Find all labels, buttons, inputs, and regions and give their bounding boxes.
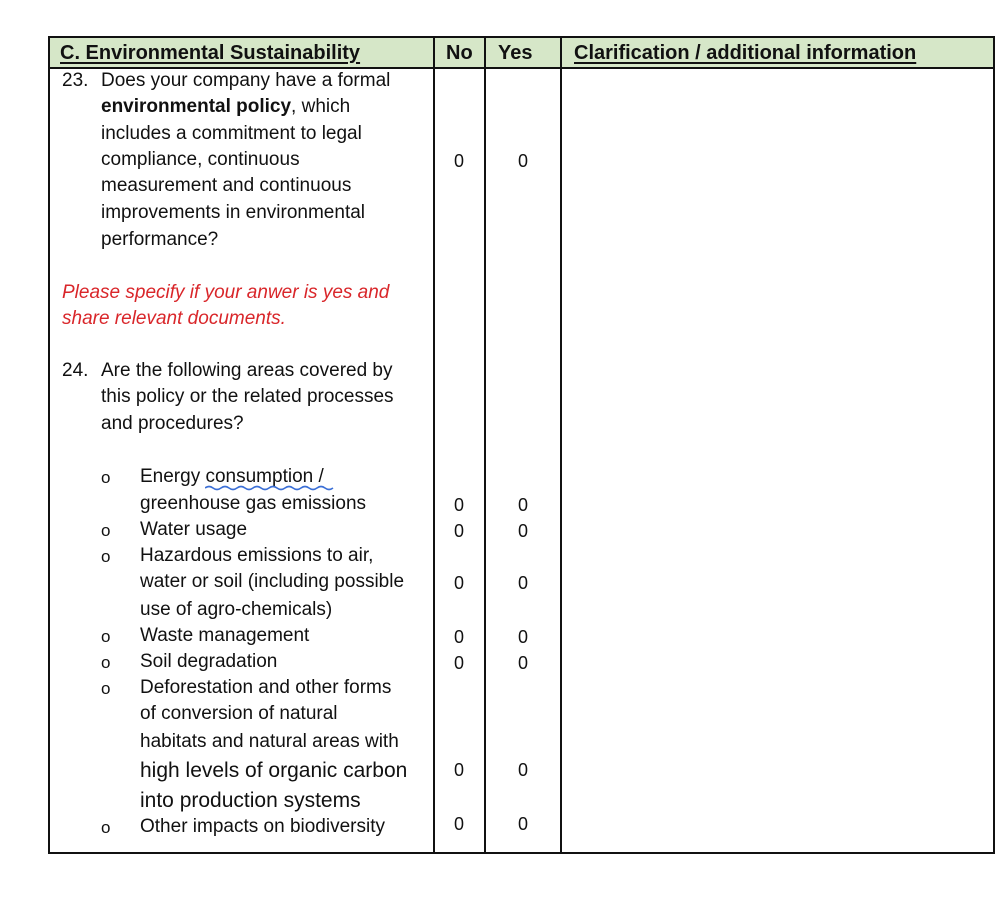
- question-24-number: 24.: [62, 360, 89, 381]
- question-24-line-1: Are the following areas covered by: [101, 360, 393, 381]
- item-deforestation-no-value[interactable]: 0: [453, 760, 464, 780]
- item-energy-yes-value[interactable]: 0: [517, 495, 528, 515]
- bullet-icon: o: [101, 818, 111, 837]
- item-water-line-1: Water usage: [140, 519, 248, 540]
- item-deforestation-line-2: of conversion of natural: [140, 703, 338, 724]
- question-23-line-3: includes a commitment to legal: [101, 123, 362, 144]
- question-23-line-7: performance?: [101, 229, 219, 250]
- item-water-no-value[interactable]: 0: [453, 521, 464, 541]
- item-deforestation-line-5: into production systems: [140, 789, 361, 812]
- question-23-line-5: measurement and continuous: [101, 175, 352, 196]
- question-23-line-2: environmental policy, which: [101, 96, 351, 117]
- item-biodiversity-no-value[interactable]: 0: [453, 814, 464, 834]
- bullet-icon: o: [101, 653, 111, 672]
- question-23-line-4: compliance, continuous: [101, 149, 300, 170]
- item-hazardous-line-2: water or soil (including possible: [140, 571, 405, 592]
- bullet-icon: o: [101, 627, 111, 646]
- column-divider-1: [433, 36, 435, 854]
- question-23-line-1: Does your company have a formal: [101, 70, 391, 91]
- item-hazardous-yes-value[interactable]: 0: [517, 573, 528, 593]
- column-divider-2: [484, 36, 486, 854]
- question-23-no-value[interactable]: 0: [453, 151, 464, 171]
- column-header-no: No: [446, 42, 473, 64]
- question-23-yes-value[interactable]: 0: [517, 151, 528, 171]
- item-soil-line-1: Soil degradation: [140, 651, 278, 672]
- item-hazardous-line-3: use of agro-chemicals): [140, 599, 333, 620]
- item-deforestation-line-3: habitats and natural areas with: [140, 731, 399, 752]
- item-hazardous-line-1: Hazardous emissions to air,: [140, 545, 374, 566]
- question-23-number: 23.: [62, 70, 89, 91]
- spellcheck-underline: [205, 485, 335, 491]
- item-water-yes-value[interactable]: 0: [517, 521, 528, 541]
- item-deforestation-line-1: Deforestation and other forms: [140, 677, 392, 698]
- item-energy-no-value[interactable]: 0: [453, 495, 464, 515]
- item-biodiversity-yes-value[interactable]: 0: [517, 814, 528, 834]
- section-title: C. Environmental Sustainability: [60, 42, 361, 64]
- item-soil-no-value[interactable]: 0: [453, 653, 464, 673]
- question-24-line-2: this policy or the related processes: [101, 386, 394, 407]
- column-header-yes: Yes: [498, 42, 533, 64]
- item-biodiversity-line-1: Other impacts on biodiversity: [140, 816, 385, 837]
- note-line-2: share relevant documents.: [62, 308, 286, 329]
- item-waste-yes-value[interactable]: 0: [517, 627, 528, 647]
- clarification-input-area[interactable]: [562, 69, 993, 852]
- note-line-1: Please specify if your anwer is yes and: [62, 282, 390, 303]
- table-left-border: [48, 36, 50, 854]
- item-waste-no-value[interactable]: 0: [453, 627, 464, 647]
- item-deforestation-line-4: high levels of organic carbon: [140, 759, 408, 782]
- item-deforestation-yes-value[interactable]: 0: [517, 760, 528, 780]
- item-waste-line-1: Waste management: [140, 625, 310, 646]
- item-energy-line-2: greenhouse gas emissions: [140, 493, 367, 514]
- bullet-icon: o: [101, 521, 111, 540]
- item-energy-line-1: Energy consumption /: [140, 466, 324, 487]
- question-23-emphasis: environmental policy: [101, 96, 292, 117]
- bullet-icon: o: [101, 468, 111, 487]
- item-hazardous-no-value[interactable]: 0: [453, 573, 464, 593]
- question-23-line-6: improvements in environmental: [101, 202, 366, 223]
- table-right-border: [993, 36, 995, 854]
- column-header-clarification: Clarification / additional information: [574, 42, 917, 64]
- bullet-icon: o: [101, 679, 111, 698]
- table-bottom-border: [48, 852, 994, 854]
- item-soil-yes-value[interactable]: 0: [517, 653, 528, 673]
- table-top-border: [48, 36, 994, 38]
- question-24-line-3: and procedures?: [101, 413, 244, 434]
- bullet-icon: o: [101, 547, 111, 566]
